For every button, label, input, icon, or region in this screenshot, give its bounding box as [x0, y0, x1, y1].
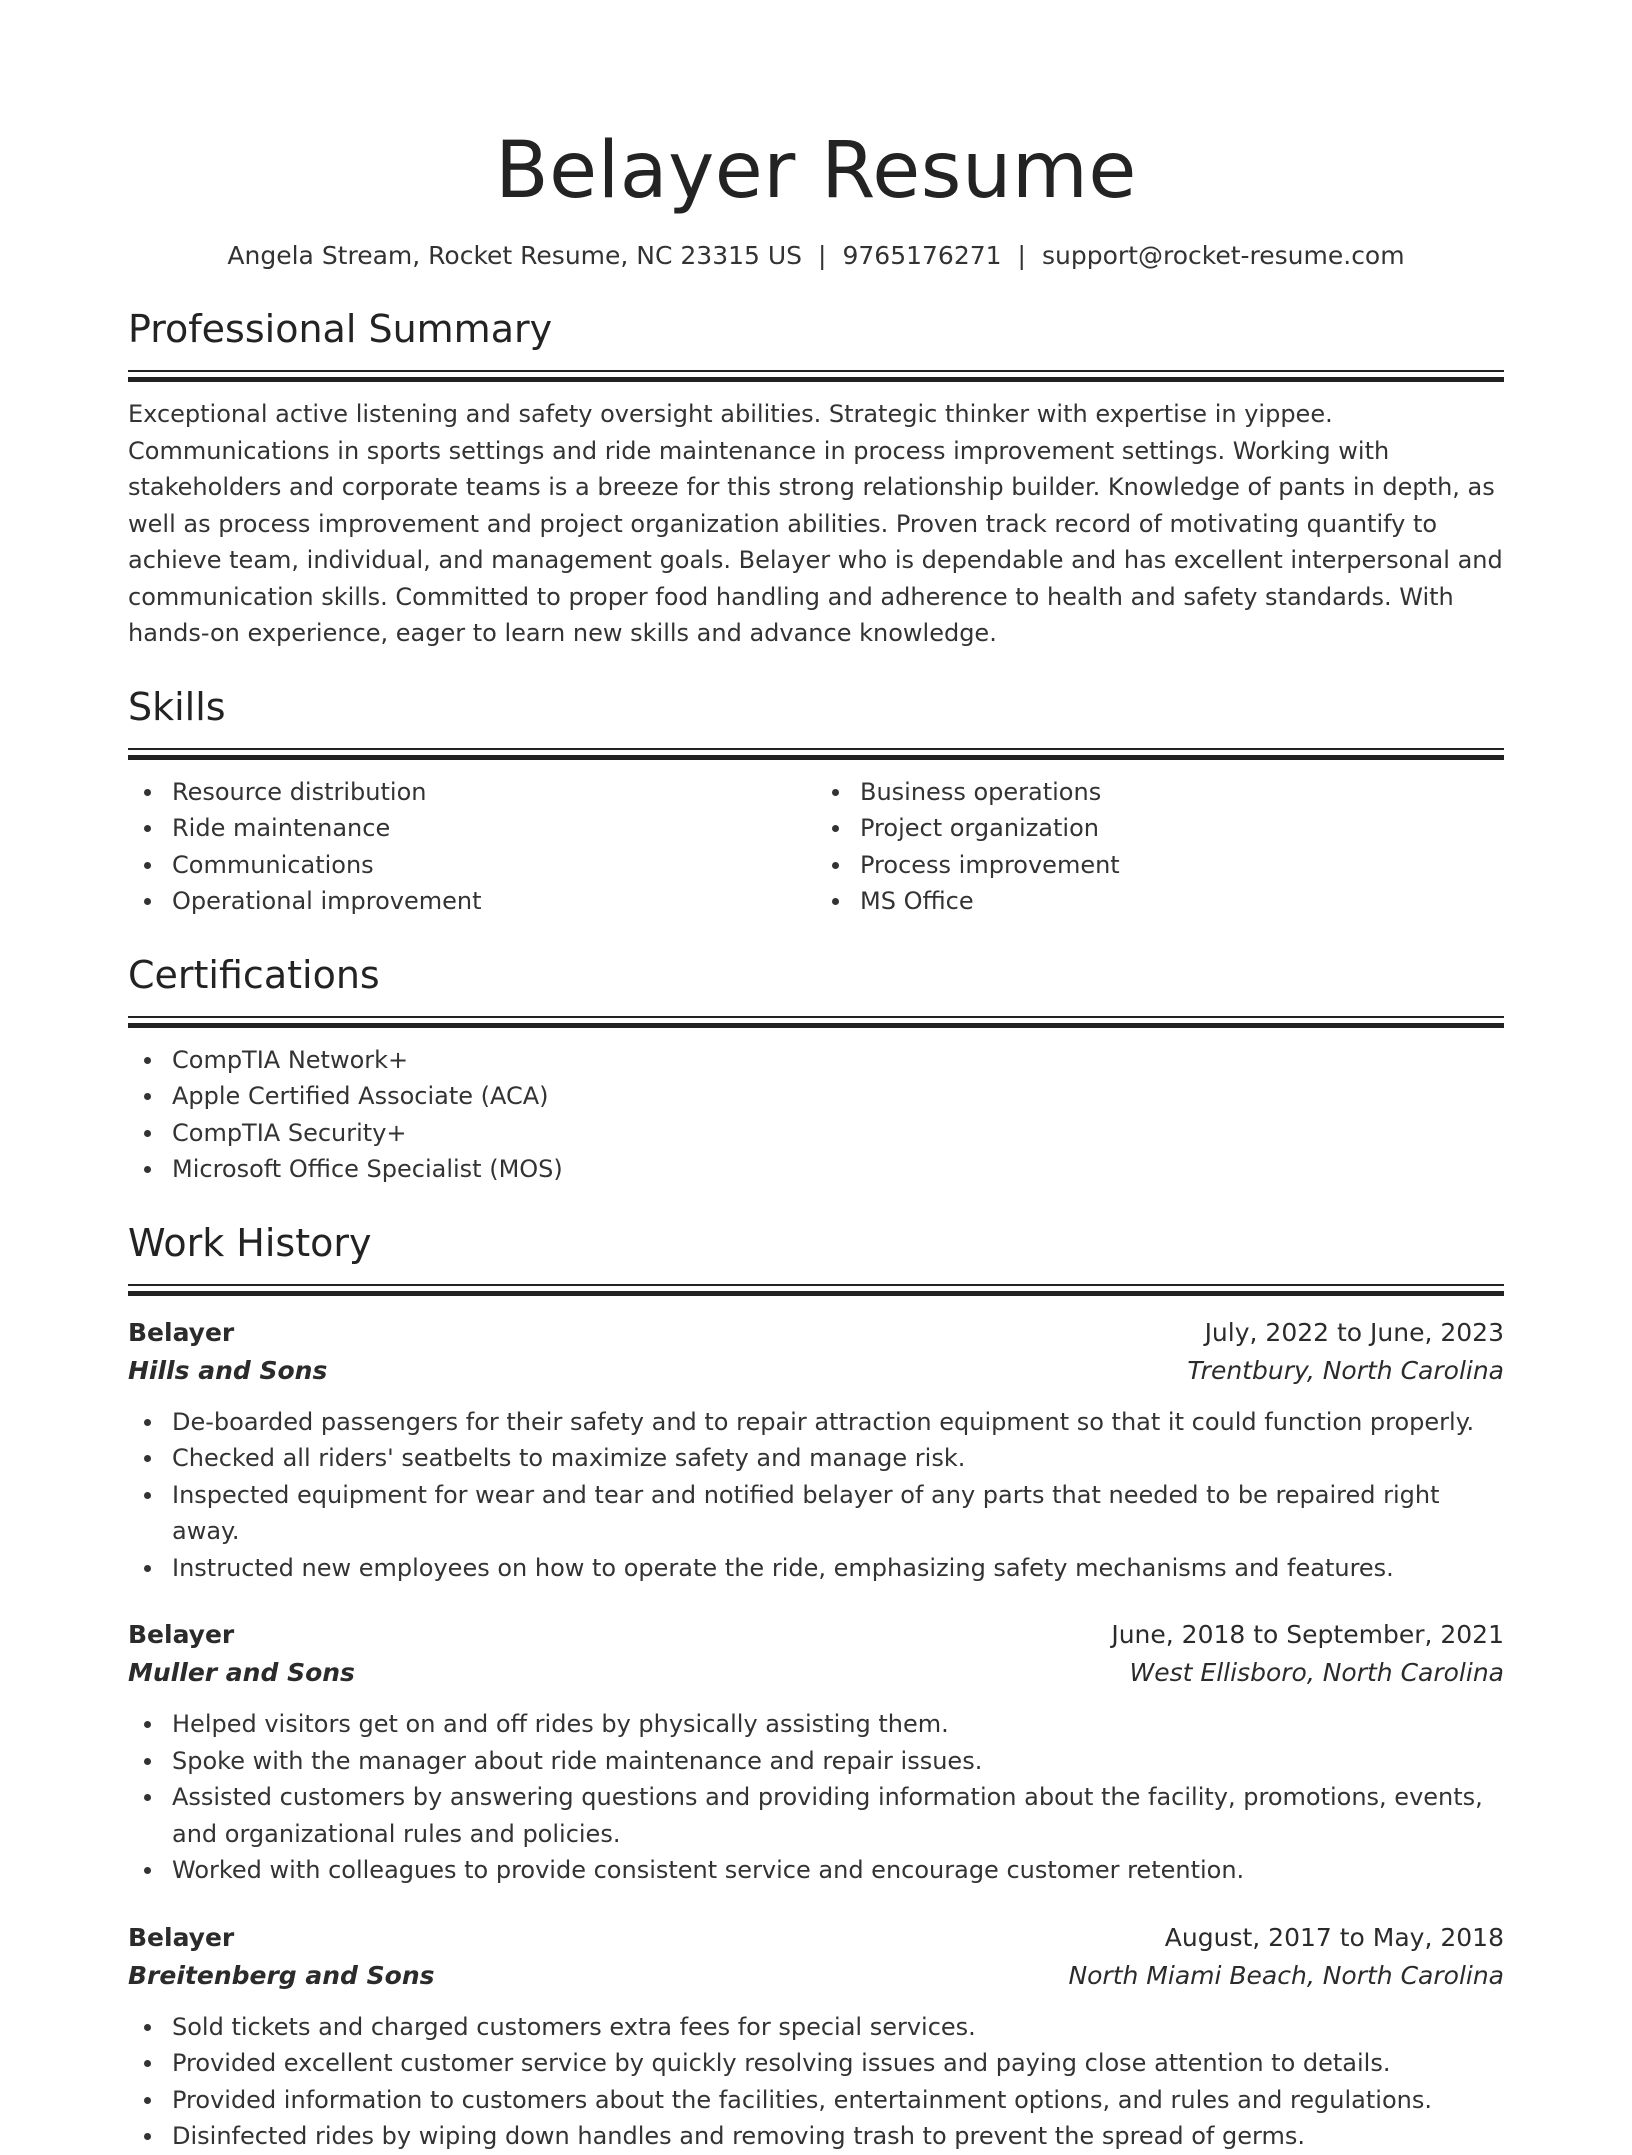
job-title: Belayer	[128, 1922, 235, 1952]
skill-item: Project organization	[816, 810, 1504, 847]
job-entry	[128, 1314, 1504, 1587]
job-duty: Sold tickets and charged customers extra fees for special services.	[128, 2009, 1504, 2046]
job-company: Muller and Sons	[128, 1658, 355, 1687]
job-duty: Inspected equipment for wear and tear and notified belayer of any parts that needed to be repaired right away.	[128, 1477, 1504, 1550]
job-header-row	[128, 1616, 1504, 1654]
job-dates: July, 2022 to June, 2023	[1204, 1317, 1504, 1347]
job-duties-list	[128, 1404, 1504, 1587]
job-duty: Helped visitors get on and off rides by physically assisting them.	[128, 1706, 1504, 1743]
section-divider	[128, 748, 1504, 760]
summary-section	[128, 304, 1504, 652]
certification-item: Microsoft Office Specialist (MOS)	[128, 1151, 1504, 1188]
job-company: Breitenberg and Sons	[128, 1960, 435, 1990]
resume-title: Belayer Resume	[495, 126, 1137, 216]
certifications-list	[128, 1042, 1504, 1188]
job-company-row	[128, 1654, 1504, 1692]
certification-item: Apple Certified Associate (ACA)	[128, 1078, 1504, 1115]
summary-text: Exceptional active listening and safety oversight abilities. Strategic thinker with expertise in yippee. Communications in sports settings and ride maintenance in process improvement settings. Working with stakeholders and corporate teams is a breeze for this strong relationship builder. Knowledge of pants in depth, as well as process improvement and project organization abilities. Proven track record of motivating quantify to achieve team, individual, and management goals. Belayer who is dependable and has excellent interpersonal and communication skills. Committed to proper food handling and adherence to health and safety standards. With hands-on experience, eager to learn new skills and advance knowledge.	[128, 400, 1503, 647]
skill-item: MS Office	[816, 883, 1504, 920]
job-duty: Spoke with the manager about ride maintenance and repair issues.	[128, 1743, 1504, 1780]
section-divider	[128, 370, 1504, 382]
job-company: Hills and Sons	[128, 1355, 328, 1385]
certification-item: CompTIA Network+	[128, 1042, 1504, 1079]
contact-phone: 9765176271	[842, 241, 1002, 270]
skill-item: Resource distribution	[128, 774, 816, 811]
skills-section	[128, 682, 1504, 920]
job-duty: Worked with colleagues to provide consistent service and encourage customer retention.	[128, 1852, 1504, 1889]
skill-item: Process improvement	[816, 847, 1504, 884]
section-divider	[128, 1016, 1504, 1028]
certification-item: CompTIA Security+	[128, 1115, 1504, 1152]
job-duty: Provided excellent customer service by quickly resolving issues and paying close attention to details.	[128, 2045, 1504, 2082]
section-heading-skills: Skills	[128, 684, 226, 729]
contact-address: Angela Stream, Rocket Resume, NC 23315 US	[227, 241, 803, 270]
section-heading-certifications: Certifications	[128, 952, 380, 997]
contact-email[interactable]: support@rocket-resume.com	[1041, 241, 1405, 270]
section-heading-summary: Professional Summary	[128, 307, 553, 351]
job-location: West Ellisboro, North Carolina	[1129, 1658, 1504, 1687]
job-duties-list	[128, 1706, 1504, 1889]
job-duty: Assisted customers by answering questions and providing information about the facility, promotions, events, and organizational rules and policies.	[128, 1779, 1504, 1852]
job-title: Belayer	[128, 1317, 235, 1347]
contact-separator: |	[818, 241, 827, 270]
section-divider	[128, 1284, 1504, 1296]
job-duty: Provided information to customers about the facilities, entertainment options, and rules and regulations.	[128, 2082, 1504, 2119]
job-dates: August, 2017 to May, 2018	[1164, 1922, 1504, 1952]
skill-item: Operational improvement	[128, 883, 816, 920]
skill-item: Communications	[128, 847, 816, 884]
job-company-row	[128, 1352, 1504, 1390]
contact-separator: |	[1017, 241, 1026, 270]
skills-grid	[128, 774, 1504, 920]
skill-item: Business operations	[816, 774, 1504, 811]
job-entry	[128, 1919, 1504, 2155]
job-duty: De-boarded passengers for their safety and to repair attraction equipment so that it could function properly.	[128, 1404, 1504, 1441]
job-title: Belayer	[128, 1620, 235, 1649]
certifications-section	[128, 950, 1504, 1188]
job-header-row	[128, 1919, 1504, 1957]
job-dates: June, 2018 to September, 2021	[1111, 1620, 1504, 1649]
contact-line	[128, 238, 1504, 274]
job-location: North Miami Beach, North Carolina	[1068, 1960, 1504, 1990]
work-history-section	[128, 1218, 1504, 2155]
job-location: Trentbury, North Carolina	[1187, 1355, 1504, 1385]
job-header-row	[128, 1314, 1504, 1352]
skills-column-right	[816, 774, 1504, 920]
job-duty: Checked all riders' seatbelts to maximize safety and manage risk.	[128, 1440, 1504, 1477]
job-company-row	[128, 1957, 1504, 1995]
section-heading-work-history: Work History	[128, 1220, 372, 1265]
job-duties-list	[128, 2009, 1504, 2155]
skills-column-left	[128, 774, 816, 920]
job-duty: Disinfected rides by wiping down handles and removing trash to prevent the spread of germs.	[128, 2118, 1504, 2155]
job-duty: Instructed new employees on how to operate the ride, emphasizing safety mechanisms and features.	[128, 1550, 1504, 1587]
skill-item: Ride maintenance	[128, 810, 816, 847]
job-entry	[128, 1616, 1504, 1889]
